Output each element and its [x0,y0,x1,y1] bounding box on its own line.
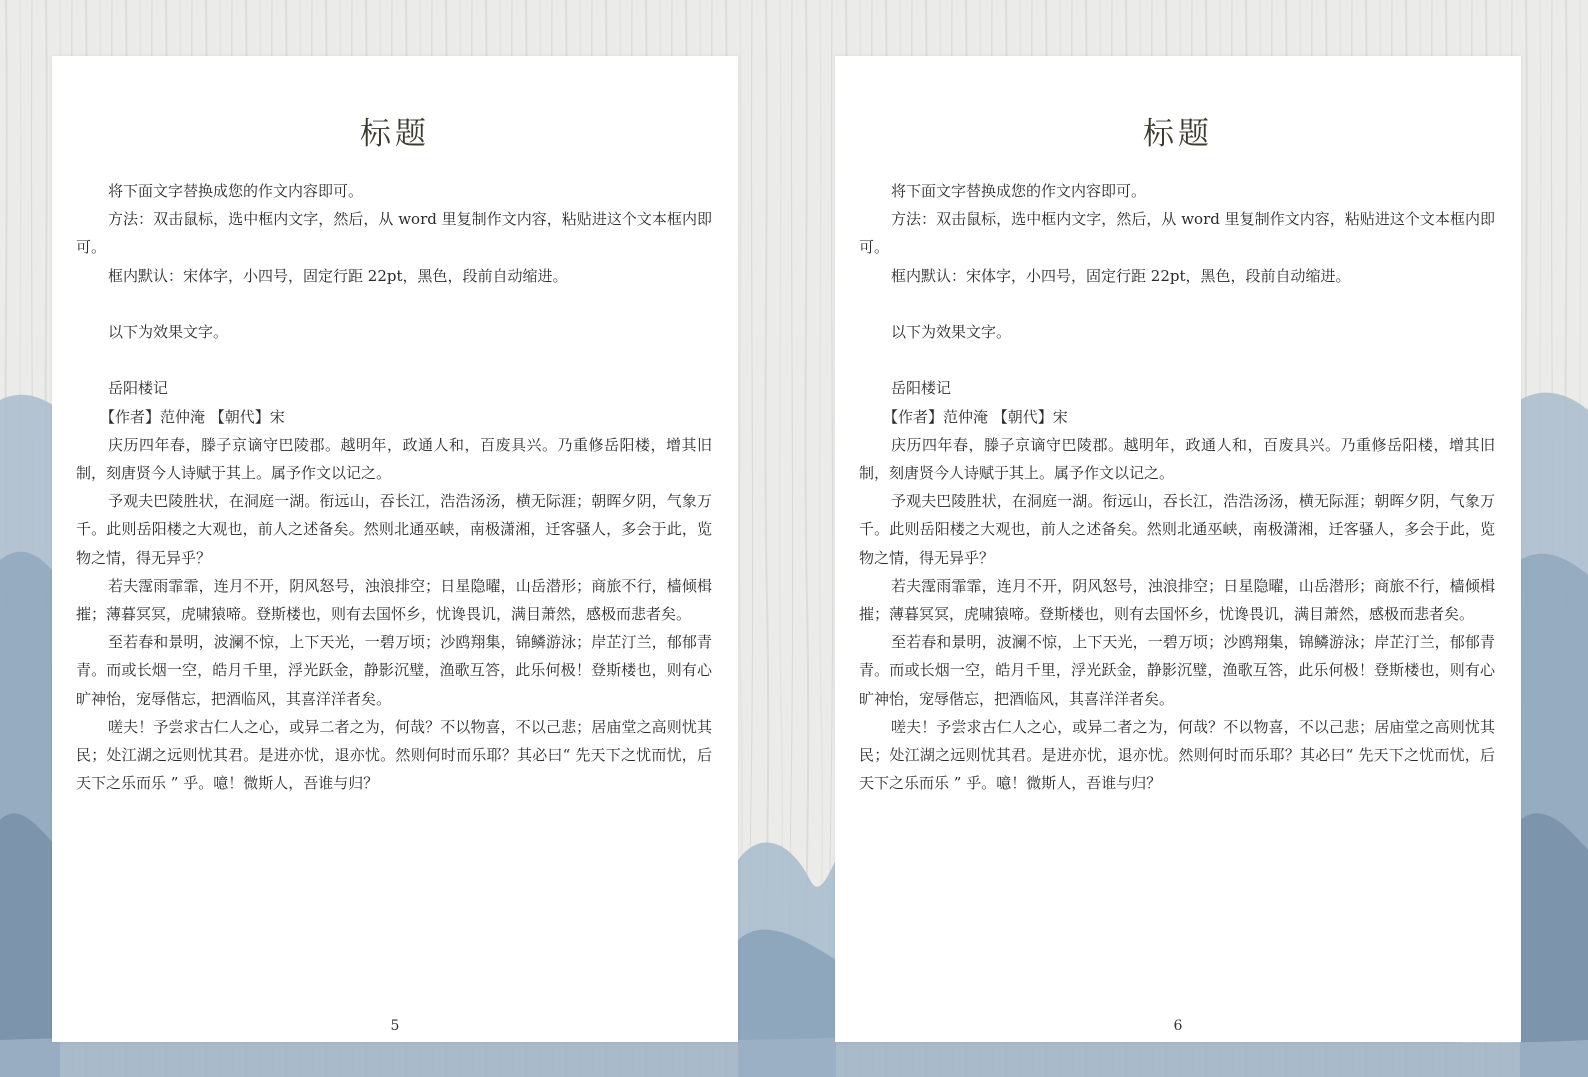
paragraph: 予观夫巴陵胜状，在洞庭一湖。衔远山，吞长江，浩浩汤汤，横无际涯；朝晖夕阴，气象万千。此则岳阳楼之大观也，前人之述备矣。然则北通巫峡，南极潇湘，迁客骚人，多会于此，览物之情，得无异乎？ [76,492,712,567]
page-title: 标题 [1143,116,1213,152]
essay-title: 岳阳楼记 [108,379,169,398]
paragraph: 以下为效果文字。 [891,323,1012,341]
blank-line [859,346,1495,374]
paragraph: 至若春和景明，波澜不惊，上下天光，一碧万顷；沙鸥翔集，锦鳞游泳；岸芷汀兰，郁郁青青。而或长烟一空，皓月千里，浮光跃金，静影沉璧，渔歌互答，此乐何极！登斯楼也，则有心旷神怡，宠辱偕忘，把酒临风，其喜洋洋者矣。 [859,633,1495,708]
paragraph: 方法：双击鼠标，选中框内文字，然后，从 word 里复制作文内容，粘贴进这个文本框内即可。 [859,210,1495,257]
paragraph: 嗟夫！予尝求古仁人之心，或异二者之为，何哉？不以物喜，不以己悲；居庙堂之高则忧其民；处江湖之远则忧其君。是进亦忧，退亦忧。然则何时而乐耶？其必曰“ 先天下之忧而忧，后天下之乐而乐 ” 乎。噫！微斯人，吾谁与归？ [859,717,1495,793]
paragraph: 庆历四年春，滕子京谪守巴陵郡。越明年，政通人和，百废具兴。乃重修岳阳楼，增其旧制，刻唐贤今人诗赋于其上。属予作文以记之。 [859,435,1495,482]
author-line: 【作者】范仲淹 【朝代】宋 [883,407,1068,426]
page-left [52,56,738,1042]
author-line: 【作者】范仲淹 【朝代】宋 [100,407,285,426]
paragraph: 框内默认：宋体字，小四号，固定行距 22pt，黑色，段前自动缩进。 [108,266,568,285]
paragraph: 方法：双击鼠标，选中框内文字，然后，从 word 里复制作文内容，粘贴进这个文本框内即可。 [76,210,712,257]
paragraph: 将下面文字替换成您的作文内容即可。 [891,182,1147,200]
page-number: 5 [390,1018,400,1034]
page-number: 6 [1173,1018,1183,1034]
paragraph: 嗟夫！予尝求古仁人之心，或异二者之为，何哉？不以物喜，不以己悲；居庙堂之高则忧其民；处江湖之远则忧其君。是进亦忧，退亦忧。然则何时而乐耶？其必曰“ 先天下之忧而忧，后天下之乐而乐 ” 乎。噫！微斯人，吾谁与归？ [76,717,712,793]
blank-line [76,290,712,318]
page-body[interactable] [76,177,712,797]
paragraph: 若夫霪雨霏霏，连月不开，阴风怒号，浊浪排空；日星隐曜，山岳潜形；商旅不行，樯倾楫摧；薄暮冥冥，虎啸猿啼。登斯楼也，则有去国怀乡，忧谗畏讥，满目萧然，感极而悲者矣。 [859,576,1495,624]
paragraph: 框内默认：宋体字，小四号，固定行距 22pt，黑色，段前自动缩进。 [891,266,1351,285]
paragraph: 庆历四年春，滕子京谪守巴陵郡。越明年，政通人和，百废具兴。乃重修岳阳楼，增其旧制，刻唐贤今人诗赋于其上。属予作文以记之。 [76,435,712,482]
paragraph: 予观夫巴陵胜状，在洞庭一湖。衔远山，吞长江，浩浩汤汤，横无际涯；朝晖夕阴，气象万千。此则岳阳楼之大观也，前人之述备矣。然则北通巫峡，南极潇湘，迁客骚人，多会于此，览物之情，得无异乎？ [859,492,1495,567]
paragraph: 至若春和景明，波澜不惊，上下天光，一碧万顷；沙鸥翔集，锦鳞游泳；岸芷汀兰，郁郁青青。而或长烟一空，皓月千里，浮光跃金，静影沉璧，渔歌互答，此乐何极！登斯楼也，则有心旷神怡，宠辱偕忘，把酒临风，其喜洋洋者矣。 [76,633,712,708]
page-body[interactable] [859,177,1495,797]
paragraph: 将下面文字替换成您的作文内容即可。 [108,182,364,200]
page-right [835,56,1521,1042]
blank-line [76,346,712,374]
paragraph: 以下为效果文字。 [108,323,229,341]
paragraph: 若夫霪雨霏霏，连月不开，阴风怒号，浊浪排空；日星隐曜，山岳潜形；商旅不行，樯倾楫摧；薄暮冥冥，虎啸猿啼。登斯楼也，则有去国怀乡，忧谗畏讥，满目萧然，感极而悲者矣。 [76,576,712,624]
page-title: 标题 [360,116,430,152]
essay-title: 岳阳楼记 [891,379,952,398]
blank-line [859,290,1495,318]
